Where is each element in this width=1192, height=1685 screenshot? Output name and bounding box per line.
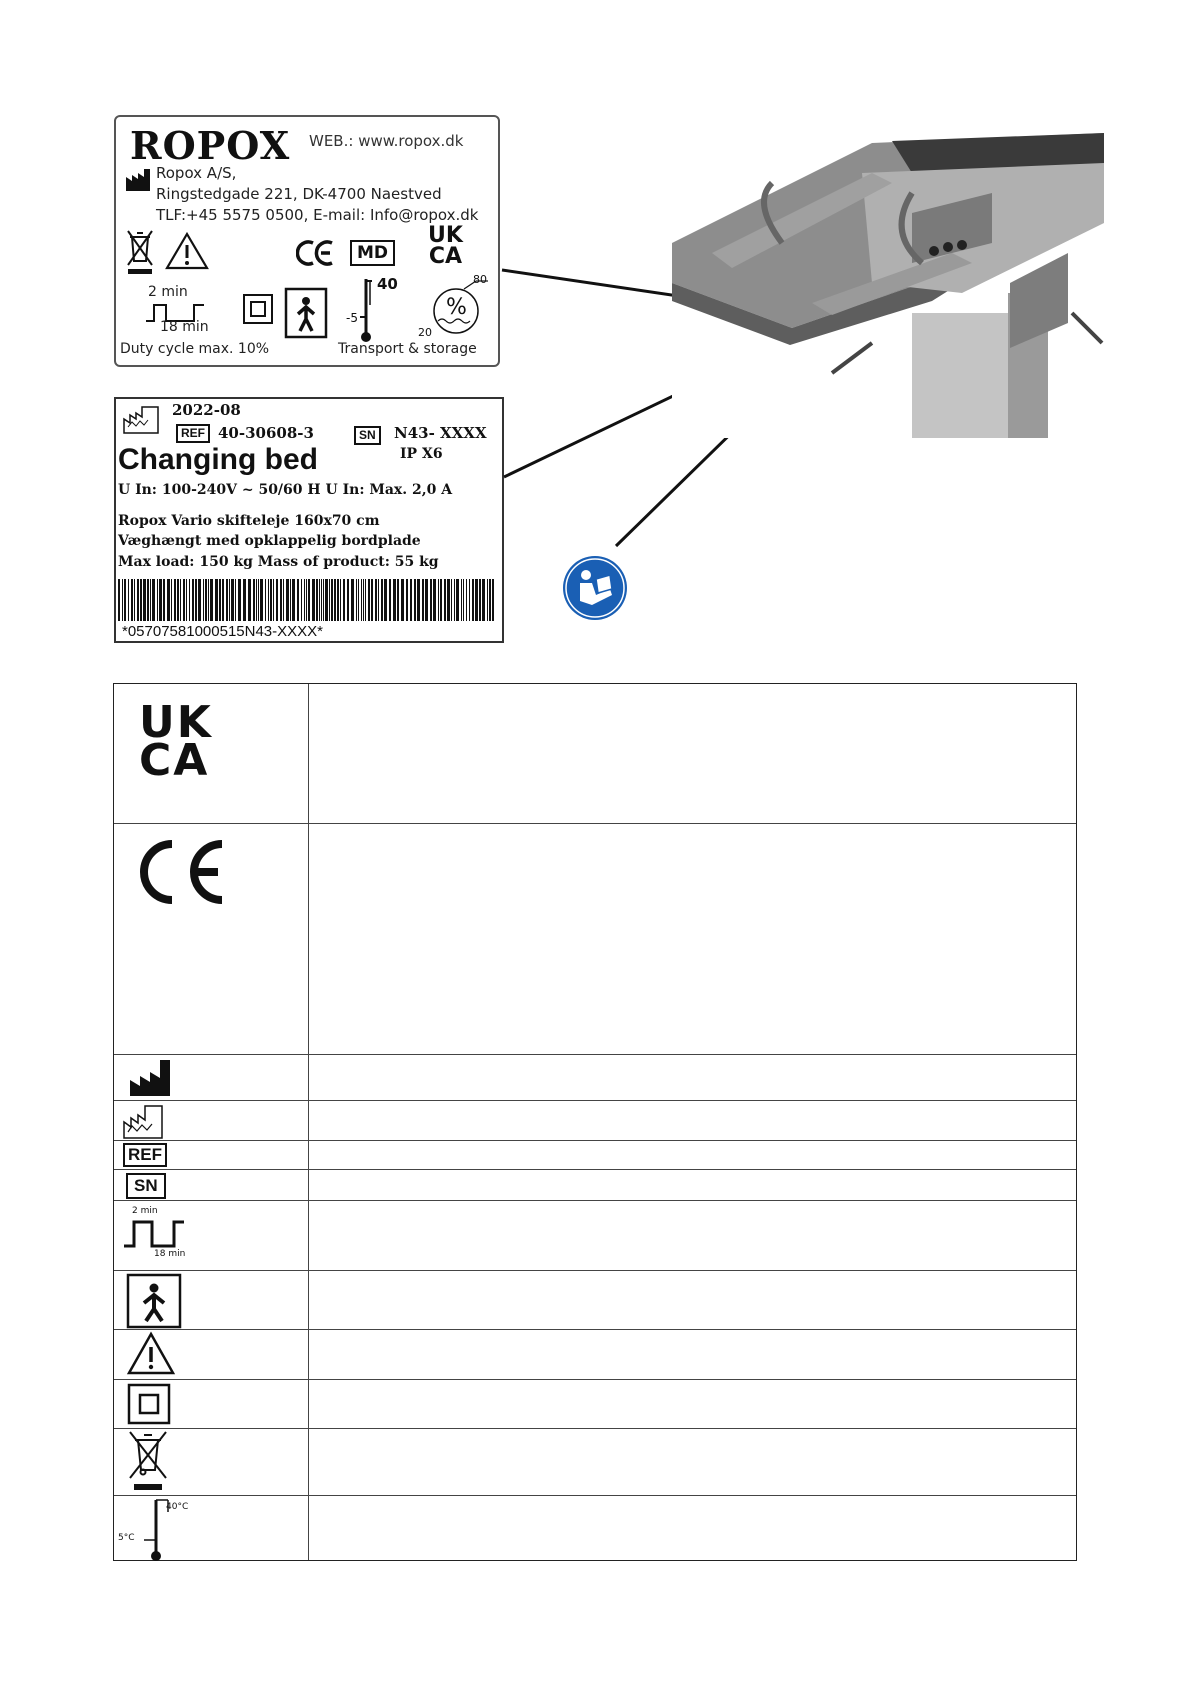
voltage-rating: U In: 100-240V ~ 50/60 H U In: Max. 2,0 A [118,482,453,498]
row-divider [114,1379,1076,1380]
ukca-top: UK [139,697,213,748]
cycle-on-time: 2 min [132,1206,158,1216]
ref-tag: REF [176,424,210,443]
row-divider [114,1329,1076,1330]
duty-cycle-text: Duty cycle max. 10% [120,341,270,357]
changing-bed-illustration [672,133,1104,438]
cycle-off-time: 18 min [160,319,209,335]
row-divider [114,1200,1076,1201]
ukca-icon [139,697,213,786]
duty-cycle-icon [122,1218,186,1248]
md-icon: MD [350,240,395,266]
model-name: Ropox Vario skifteleje 160x70 cm [118,513,380,529]
ukca-bottom: CA [139,735,210,786]
humidity-max: 80 [473,273,487,286]
barcode-text: *05707581000515N43-XXXX* [122,623,323,640]
temp-min: 5°C [118,1533,135,1543]
row-divider [114,1169,1076,1170]
ukca-top: UK [428,223,463,248]
row-divider [114,1428,1076,1429]
company-name: Ropox A/S, [156,164,237,182]
row-divider [114,1495,1076,1496]
class-ii-icon [126,1382,172,1426]
read-manual-icon [562,555,628,621]
model-description: Væghængt med opklappelig bordplade [118,533,421,549]
humidity-min: 20 [418,326,432,339]
cycle-on-time: 2 min [148,284,188,300]
load-info: Max load: 150 kg Mass of product: 55 kg [118,554,439,570]
cycle-off-time: 18 min [154,1249,186,1259]
transport-text: Transport & storage [338,341,477,357]
product-name: Changing bed [118,443,318,476]
ip-rating: IP X6 [400,446,443,462]
temp-min: -5 [346,311,358,325]
row-divider [114,1100,1076,1101]
weee-bin-icon [126,1430,170,1492]
warning-icon [126,1331,176,1377]
ce-mark-icon [134,836,228,908]
humidity-percent: % [446,295,467,320]
web-address: WEB.: www.ropox.dk [309,132,464,150]
row-divider [114,823,1076,824]
symbol-table [113,683,1077,1561]
factory-icon [128,1058,172,1098]
row-divider [114,1054,1076,1055]
temp-max: 40 [377,275,398,293]
type-b-icon [126,1273,182,1329]
sn-tag: SN [354,426,381,445]
company-address: Ringstedgade 221, DK-4700 Naestved [156,185,442,203]
manufacture-date-icon [122,1104,166,1140]
ukca-bottom: CA [428,244,463,269]
ref-value: 40-30608-3 [218,424,314,442]
ropox-logo: ROPOX [130,123,291,168]
temp-max: 40°C [166,1502,189,1512]
row-divider [114,1140,1076,1141]
company-contact: TLF:+45 5575 0500, E-mail: Info@ropox.dk [156,206,479,224]
manufacture-date: 2022-08 [172,401,241,419]
sn-icon: SN [126,1173,166,1199]
ref-icon: REF [123,1143,167,1167]
sn-value: N43- XXXX [394,424,487,442]
row-divider [114,1270,1076,1271]
